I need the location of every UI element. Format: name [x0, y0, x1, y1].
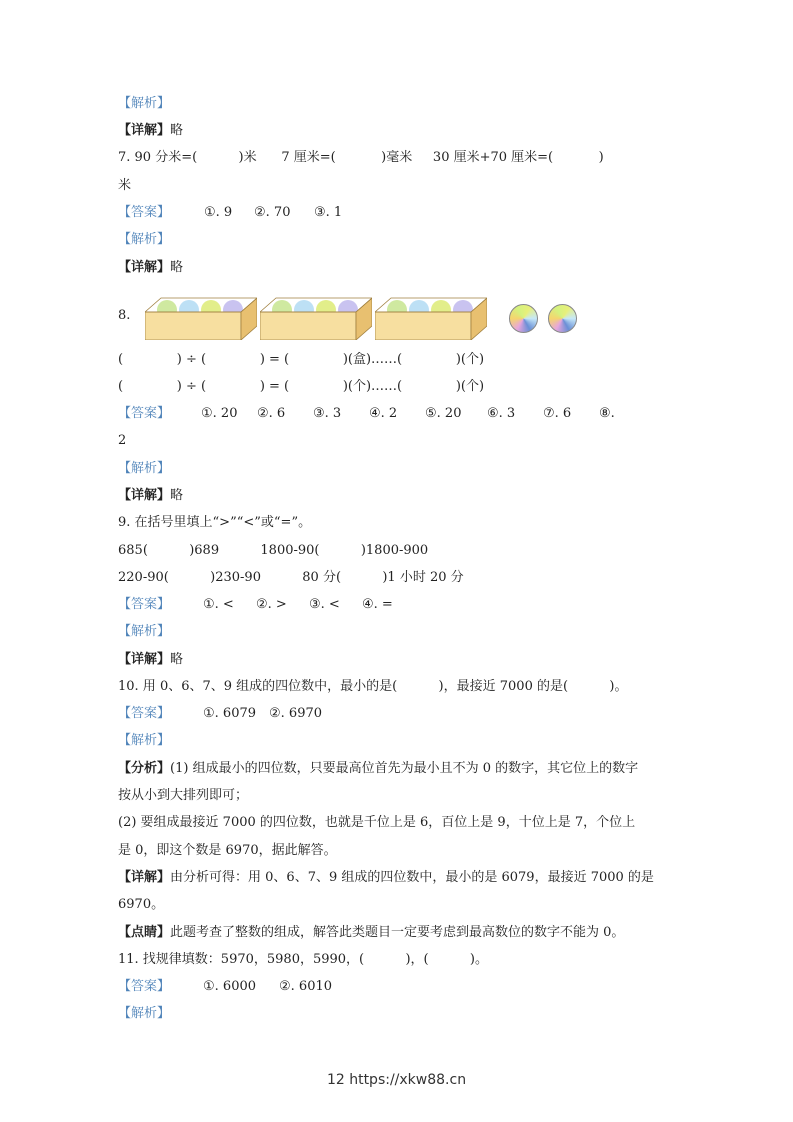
- q10-prompt: 10. 用 0、6、7、9 组成的四位数中，最小的是( )，最接近 7000 的是( )。: [118, 679, 628, 694]
- detail-label: 【详解】: [118, 123, 171, 138]
- q7-question-wrap: 米: [118, 178, 132, 193]
- answer-item: ③. <: [309, 597, 340, 612]
- detail-text: 由分析可得：用 0、6、7、9 组成的四位数中，最小的是 6079，最接近 7000 的是: [170, 870, 654, 885]
- q11-prompt: 11. 找规律填数：5970，5980，5990，( )，( )。: [118, 952, 488, 967]
- detail-label: 【详解】: [118, 260, 171, 275]
- analysis-label: 【解析】: [118, 733, 171, 748]
- detail-line: [118, 260, 183, 276]
- answer-label: 【答案】: [118, 597, 171, 612]
- box-of-balls-icon: [145, 296, 257, 340]
- detail-label: 【详解】: [118, 652, 171, 667]
- tip-text: 此题考查了整数的组成，解答此类题目一定要考虑到最高数位的数字不能为 0。: [170, 925, 625, 940]
- answer-item: ②. 6970: [269, 706, 323, 721]
- answer-item: ④. =: [362, 597, 393, 612]
- tip-label: 【点睛】: [118, 925, 171, 940]
- answer-item: ③. 3: [313, 406, 342, 421]
- q10-detail: [118, 870, 654, 886]
- answer-item: ③. 1: [314, 205, 343, 220]
- fenxi-label: 【分析】: [118, 761, 171, 776]
- analysis-label: 【解析】: [118, 461, 171, 476]
- analysis-label: 【解析】: [118, 1006, 171, 1021]
- analysis-label: 【解析】: [118, 624, 171, 639]
- q10-analysis-2b: 是 0，即这个数是 6970，据此解答。: [118, 843, 337, 858]
- ball-icon: [548, 304, 577, 333]
- answer-item: ①. 6000: [203, 979, 257, 994]
- detail-text: 略: [170, 652, 184, 667]
- q10-answer: [118, 706, 322, 722]
- q9-row-1: 685( )689 1800-90( )1800-900: [118, 543, 429, 558]
- q8-number: 8.: [118, 308, 131, 323]
- answer-item: ②. 6: [257, 406, 286, 421]
- detail-label: 【详解】: [118, 870, 171, 885]
- detail-text: 略: [170, 123, 184, 138]
- q10-tip: [118, 925, 624, 941]
- detail-line: [118, 488, 183, 504]
- answer-label: 【答案】: [118, 406, 171, 421]
- ball-icon: [509, 304, 538, 333]
- answer-item: ⑧.: [599, 406, 615, 421]
- analysis-label: 【解析】: [118, 232, 171, 247]
- answer-item: ①. 6079: [203, 706, 257, 721]
- box-of-balls-icon: [260, 296, 372, 340]
- q8-row-1: ( ) ÷ ( ) = ( )(盒)……( )(个): [118, 352, 485, 367]
- detail-text: 略: [170, 260, 184, 275]
- answer-label: 【答案】: [118, 706, 171, 721]
- q10-analysis-1: [118, 761, 638, 777]
- answer-item: ⑤. 20: [425, 406, 462, 421]
- q8-answer: [118, 406, 615, 422]
- q11-answer: [118, 979, 332, 995]
- answer-item: ⑦. 6: [543, 406, 572, 421]
- answer-item: ⑥. 3: [487, 406, 516, 421]
- page-footer: 12 https://xkw88.cn: [326, 1072, 467, 1088]
- q10-detail-b: 6970。: [118, 897, 165, 912]
- q10-analysis-2: (2) 要组成最接近 7000 的四位数，也就是千位上是 6，百位上是 9，十位上是 7，个位上: [118, 815, 636, 830]
- detail-label: 【详解】: [118, 488, 171, 503]
- answer-item: ②. 6010: [279, 979, 333, 994]
- analysis-text: (1) 组成最小的四位数，只要最高位首先为最小且不为 0 的数字，其它位上的数字: [170, 761, 639, 776]
- answer-label: 【答案】: [118, 979, 171, 994]
- answer-item: ②. 70: [254, 205, 291, 220]
- answer-label: 【答案】: [118, 205, 171, 220]
- box-of-balls-icon: [375, 296, 487, 340]
- q9-prompt: 9. 在括号里填上“>”“<”或“=”。: [118, 515, 312, 530]
- answer-item: ①. 9: [204, 205, 233, 220]
- q7-question: 7. 90 分米=( )米 7 厘米=( )毫米 30 厘米+70 厘米=( ): [118, 150, 604, 165]
- detail-text: 略: [170, 488, 184, 503]
- answer-item: ①. <: [203, 597, 234, 612]
- answer-item: ②. >: [256, 597, 287, 612]
- q9-row-2: 220-90( )230-90 80 分( )1 小时 20 分: [118, 570, 464, 585]
- answer-item: ①. 20: [201, 406, 238, 421]
- q10-analysis-1b: 按从小到大排列即可；: [118, 788, 249, 803]
- q8-answer-wrap: 2: [118, 433, 127, 448]
- detail-line: [118, 652, 183, 668]
- answer-item: ④. 2: [369, 406, 398, 421]
- q8-row-2: ( ) ÷ ( ) = ( )(个)……( )(个): [118, 379, 485, 394]
- analysis-label: 【解析】: [118, 96, 171, 111]
- detail-line: [118, 123, 183, 139]
- q7-answer: [118, 205, 342, 221]
- q9-answer: [118, 597, 393, 613]
